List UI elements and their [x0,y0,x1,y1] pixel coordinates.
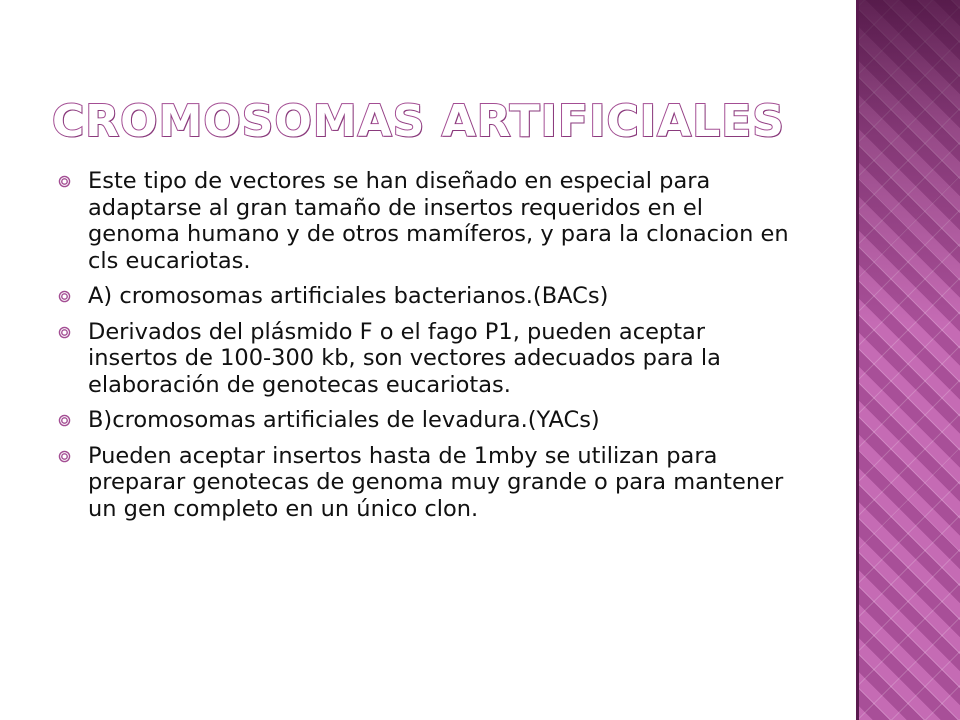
sun-bullet-icon [58,450,71,463]
sun-bullet-icon [58,326,71,339]
bullet-text: Derivados del plásmido F o el fago P1, pueden aceptar insertos de 100-300 kb, son vectores adecuados para la elaboración de genotecas eucariotas. [88,318,721,398]
bullet-item [58,283,798,310]
slide-title: CROMOSOMAS ARTIFICIALES [52,96,785,147]
bullet-item [58,319,798,399]
bullet-text: B)cromosomas artificiales de levadura.(YACs) [88,407,600,433]
bullet-text: Pueden aceptar insertos hasta de 1mby se utilizan para preparar genotecas de genoma muy grande o para mantener un gen completo en un único clon. [88,442,784,522]
bullet-item [58,443,798,523]
side-band-edge [856,0,859,720]
bullet-item [58,168,798,274]
decorative-side-band [856,0,960,720]
sun-bullet-icon [58,414,71,427]
bullet-text: A) cromosomas artificiales bacterianos.(BACs) [88,283,609,309]
bullet-list [58,168,798,531]
bullet-text: Este tipo de vectores se han diseñado en especial para adaptarse al gran tamaño de insertos requeridos en el genoma humano y de otros mamíferos, y para la clonacion en cls eucariotas. [88,168,789,274]
bullet-item [58,407,798,434]
sun-bullet-icon [58,175,71,188]
sun-bullet-icon [58,290,71,303]
